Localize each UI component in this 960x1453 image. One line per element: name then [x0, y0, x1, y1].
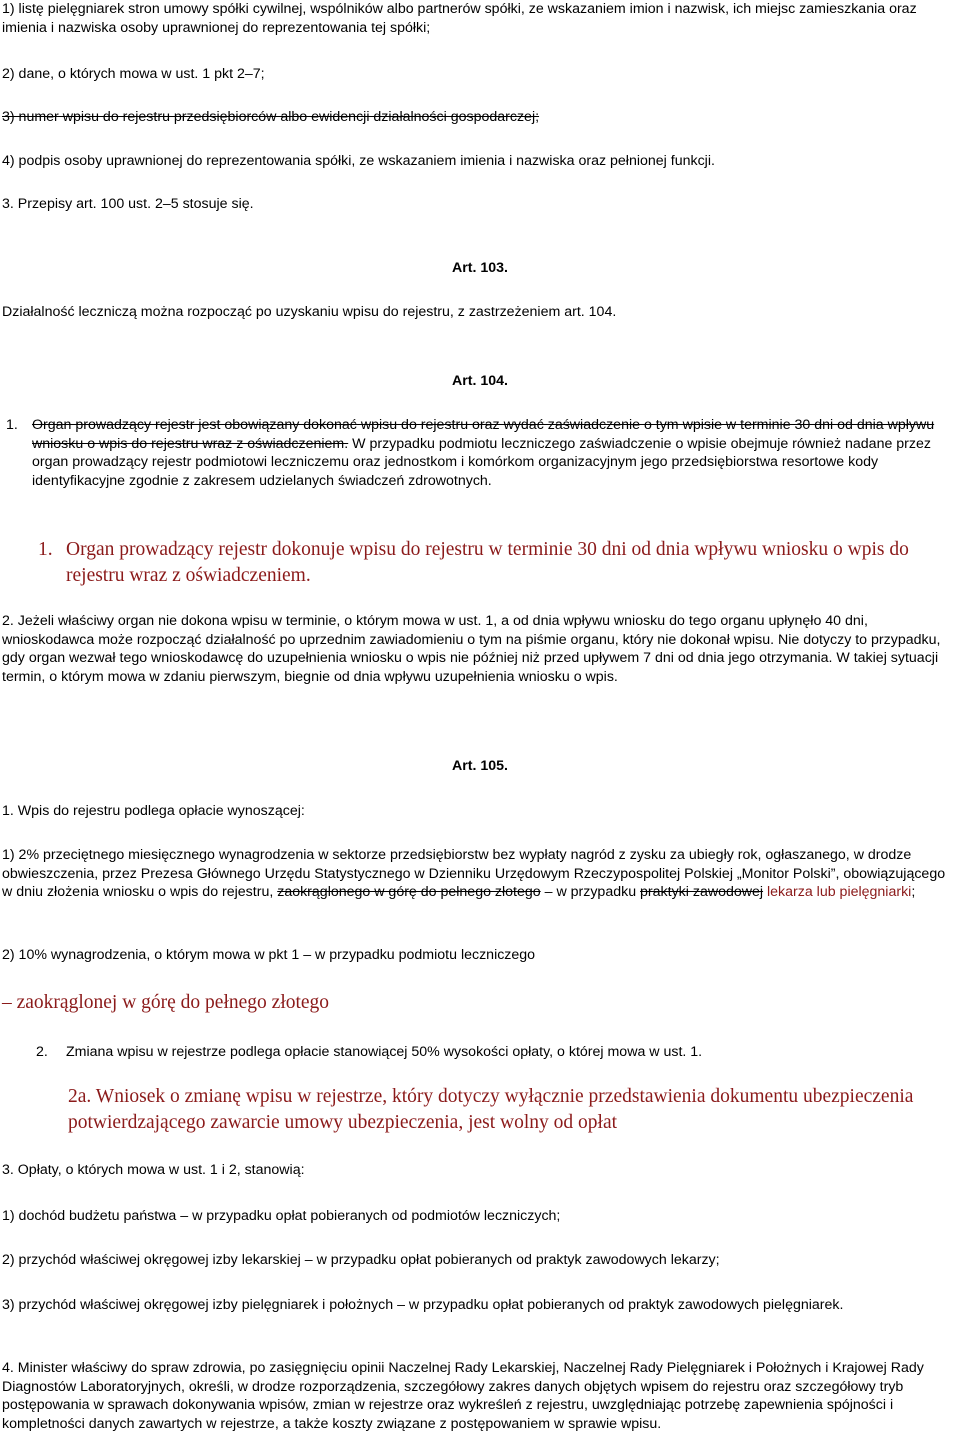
paragraph-art-104-1 [6, 416, 950, 490]
paragraph-art-104-1-struck: Organ prowadzący rejestr jest obowiązany dokonać wpisu do rejestru oraz wydać zaświadczenie o tym wpisie w terminie 30 dni od dnia wpływu wniosku o wpis do rejestru wraz z oświadczeniem. [32, 417, 935, 452]
paragraph-fee-10-percent: 2) 10% wynagrodzenia, o którym mowa w pkt 1 – w przypadku podmiotu leczniczego [2, 947, 536, 963]
amendment-art-105-2a: 2a. Wniosek o zmianę wpisu w rejestrze, który dotyczy wyłącznie przedstawienia dokumentu ubezpieczenia potwierdzającego zawarcie umowy ubezpieczenia, jest wolny od opłat [68, 1086, 914, 1133]
item-number: 1. [6, 417, 18, 433]
fee-text: 1) 2% przeciętnego miesięcznego wynagrodzenia w sektorze przedsiębiorstw bez wypłaty nagród z zysku za ubiegły rok, ogłaszanego, w drodze obwieszczenia, przez Prezesa Głównego Urzędu Statystycznego w Dzienniku Urzędowym Rzeczypospolitej Polskiej „Monitor Polski”, obowiązującego w dniu złożenia wniosku o wpis do rejestru, [2, 847, 946, 900]
paragraph-art-105-2 [36, 1043, 950, 1062]
heading-art-105: Art. 105. [452, 758, 508, 774]
item-number: 2. [36, 1044, 48, 1060]
paragraph-art-104-2: 2. Jeżeli właściwy organ nie dokona wpisu w terminie, o którym mowa w ust. 1, a od dnia wpływu wniosku do tego organu upłynęło 40 dni, wnioskodawca może rozpocząć działalność po uprzednim zawiadomieniu o tym na piśmie organu, który nie dokonał wpisu. Nie dotyczy to przypadku, gdy organ wezwał tego wnioskodawcę do uzupełnienia wniosku o wpis nie później niż przed upływem 7 dni od dnia jego otrzymania. W takiej sytuacji termin, o którym mowa w zdaniu pierwszym, biegnie od dnia wpływu uzupełnienia wniosku o wpis. [2, 613, 941, 685]
paragraph-register-number-struck: 3) numer wpisu do rejestru przedsiębiorców albo ewidencji działalności gospodarczej; [2, 109, 540, 125]
inserted-doctor-nurse: lekarza lub pielęgniarki [763, 884, 912, 900]
heading-art-103: Art. 103. [452, 260, 508, 276]
paragraph-income-doctors: 2) przychód właściwej okręgowej izby lekarskiej – w przypadku opłat pobieranych od praktyk zawodowych lekarzy; [2, 1252, 720, 1268]
paragraph-signature: 4) podpis osoby uprawnionej do reprezentowania spółki, ze wskazaniem imienia i nazwiska oraz pełnionej funkcji. [2, 153, 715, 169]
heading-art-104: Art. 104. [452, 373, 508, 389]
paragraph-art-104-1-rest: W przypadku podmiotu leczniczego zaświadczenie o wpisie obejmuje również nadane przez organ prowadzący rejestr podmiotowi leczniczemu oraz jednostkom i komórkom organizacyjnym jego przedsiębiorstwa resortowe kody identyfikacyjne zgodnie z zakresem udzielanych świadczeń zdrowotnych. [32, 435, 931, 489]
struck-rounding: zaokrąglonego w górę do pełnego złotego [277, 884, 541, 900]
fee-text-end: ; [911, 884, 916, 900]
struck-professional-practice: praktyki zawodowej [640, 884, 764, 900]
amendment-text: Organ prowadzący rejestr dokonuje wpisu do rejestru w terminie 30 dni od dnia wpływu wniosku o wpis do rejestru wraz z oświadczeniem. [66, 539, 909, 586]
paragraph-art-103: Działalność leczniczą można rozpocząć po uzyskaniu wpisu do rejestru, z zastrzeżeniem art. 104. [2, 304, 617, 320]
paragraph-art-105-4: 4. Minister właściwy do spraw zdrowia, po zasięgnięciu opinii Naczelnej Rady Lekarskiej, Naczelnej Rady Pielęgniarek i Położnych i Krajowej Rady Diagnostów Laboratoryjnych, określi, w drodze rozporządzenia, szczegółowy zakres danych objętych wpisem do rejestru oraz szczegółowy tryb postępowania w sprawach dokonywania wpisów, zmian w rejestrze oraz wykreśleń z rejestru, uwzględniając potrzebę zapewnienia spójności i kompletności danych zawartych w rejestrze, a także koszty związane z postępowaniem w sprawie wpisu. [2, 1360, 924, 1432]
item-number: 1. [38, 539, 53, 560]
paragraph-art-105-1: 1. Wpis do rejestru podlega opłacie wynoszącej: [2, 803, 305, 819]
paragraph-art-105-3: 3. Opłaty, o których mowa w ust. 1 i 2, stanowią: [2, 1162, 305, 1178]
paragraph-fee-2-percent [2, 846, 956, 902]
paragraph-art-105-2-text: Zmiana wpisu w rejestrze podlega opłacie stanowiącej 50% wysokości opłaty, o której mowa w ust. 1. [66, 1044, 703, 1060]
paragraph-income-nurses: 3) przychód właściwej okręgowej izby pielęgniarek i położnych – w przypadku opłat pobieranych od praktyk zawodowych pielęgniarek. [2, 1297, 844, 1313]
paragraph-provisions: 3. Przepisy art. 100 ust. 2–5 stosuje się. [2, 196, 254, 212]
paragraph-data-item: 2) dane, o których mowa w ust. 1 pkt 2–7; [2, 66, 265, 82]
amendment-rounding: – zaokrąglonej w górę do pełnego złotego [2, 992, 330, 1013]
paragraph-list-of-nurses: 1) listę pielęgniarek stron umowy spółki cywilnej, wspólników albo partnerów spółki, ze wskazaniem imion i nazwisk, ich miejsc zamieszkania oraz imienia i nazwiska osoby uprawnionej do reprezentowania tej spółki; [2, 1, 917, 36]
amendment-art-104-1 [38, 537, 920, 589]
paragraph-income-state: 1) dochód budżetu państwa – w przypadku opłat pobieranych od podmiotów leczniczych; [2, 1208, 561, 1224]
fee-text-middle: – w przypadku [540, 884, 641, 900]
